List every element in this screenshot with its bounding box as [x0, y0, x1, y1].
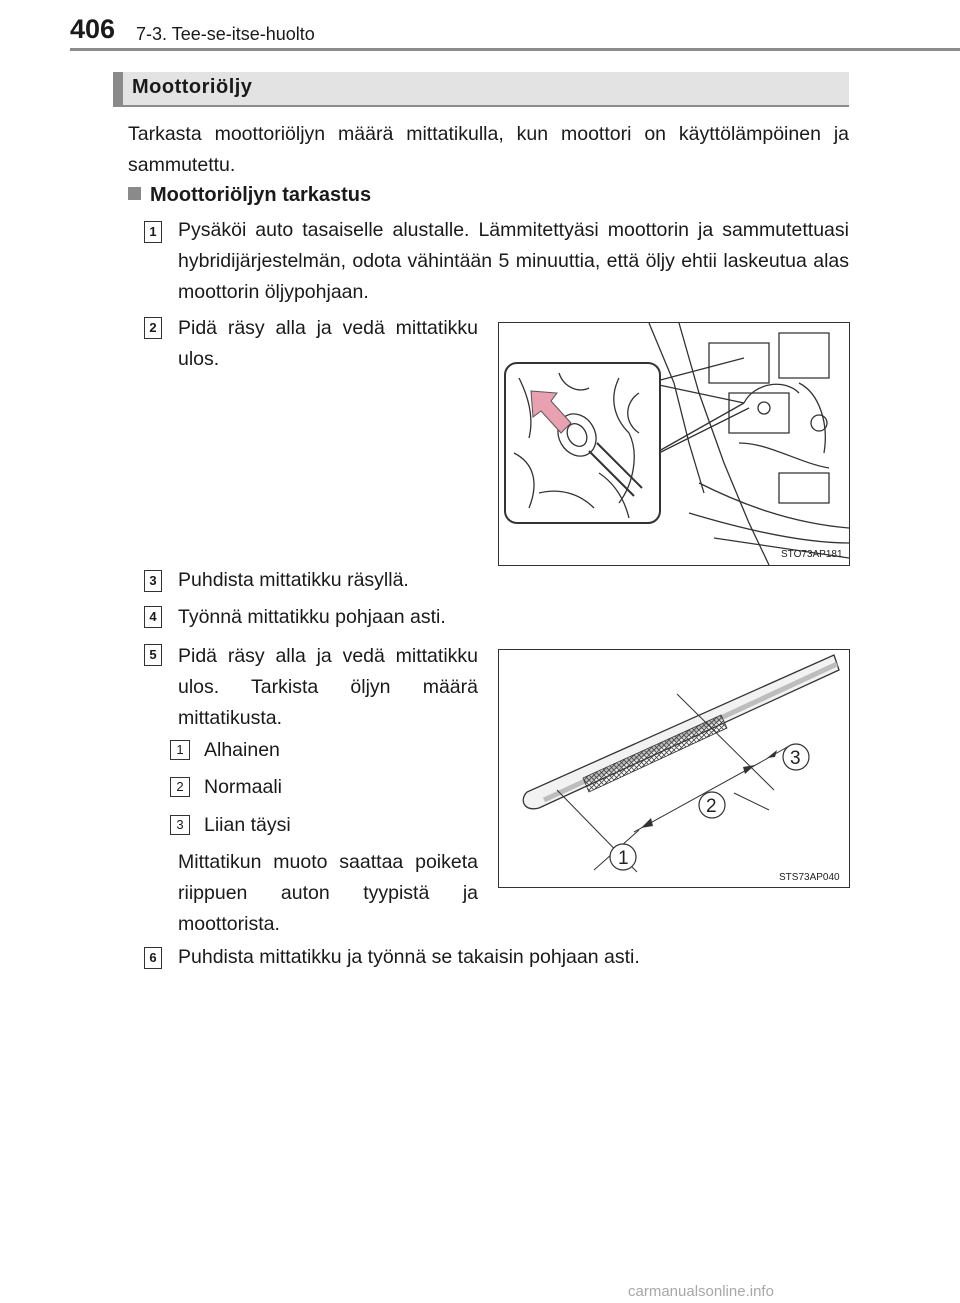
step-number-3: 3: [144, 570, 162, 592]
section-marker: [113, 72, 123, 107]
level-number-3: 3: [170, 815, 190, 835]
level-number-1: 1: [170, 740, 190, 760]
step-number-6: 6: [144, 947, 162, 969]
dipstick-callout-1: 1: [618, 848, 629, 869]
section-title: Moottoriöljy: [132, 76, 253, 98]
step-number-2: 2: [144, 317, 162, 339]
subheading-text: Moottoriöljyn tarkastus: [150, 184, 372, 206]
dipstick-callout-3: 3: [790, 748, 801, 769]
step-number-4: 4: [144, 606, 162, 628]
step-text-1: Pysäköi auto tasaiselle alustalle. Lämmitettyäsi moottorin ja sammutettuasi hybridijärjestelmän, odota vähintään 5 minuuttia, että öljy ehtii laskeutua alas moottorin öljypohjaan.: [178, 219, 849, 303]
engine-figure-code: STO73AP181: [781, 549, 843, 560]
step-text-2: Pidä räsy alla ja vedä mittatikku ulos.: [178, 317, 478, 370]
engine-figure: [498, 322, 850, 566]
step-text-6: Puhdista mittatikku ja työnnä se takaisin pohjaan asti.: [178, 946, 640, 968]
dipstick-note: Mittatikun muoto saattaa poiketa riippuen auton tyypistä ja moottorista.: [178, 851, 478, 935]
engine-illustration: [499, 323, 849, 565]
intro-paragraph: Tarkasta moottoriöljyn määrä mittatikulla, kun moottori on käyttölämpöinen ja sammutettu.: [128, 123, 849, 176]
page-number: 406: [70, 14, 116, 44]
header-rule: [70, 48, 960, 51]
step-text-5: Pidä räsy alla ja vedä mittatikku ulos. Tarkista öljyn määrä mittatikusta.: [178, 645, 478, 729]
step-number-5: 5: [144, 644, 162, 666]
watermark: carmanualsonline.info: [628, 1283, 774, 1300]
dipstick-callout-2: 2: [706, 796, 717, 817]
square-bullet-icon: [128, 187, 141, 200]
step-text-4: Työnnä mittatikku pohjaan asti.: [178, 606, 446, 628]
level-label-1: Alhainen: [204, 739, 280, 761]
level-label-2: Normaali: [204, 776, 283, 798]
chapter-title: 7-3. Tee-se-itse-huolto: [136, 24, 315, 44]
dipstick-figure: [498, 649, 850, 888]
dipstick-illustration: [499, 650, 849, 887]
level-number-2: 2: [170, 777, 190, 797]
step-text-3: Puhdista mittatikku räsyllä.: [178, 569, 409, 591]
step-number-1: 1: [144, 221, 162, 243]
subheading: [128, 184, 371, 207]
dipstick-figure-code: STS73AP040: [779, 872, 840, 883]
level-label-3: Liian täysi: [204, 814, 291, 836]
